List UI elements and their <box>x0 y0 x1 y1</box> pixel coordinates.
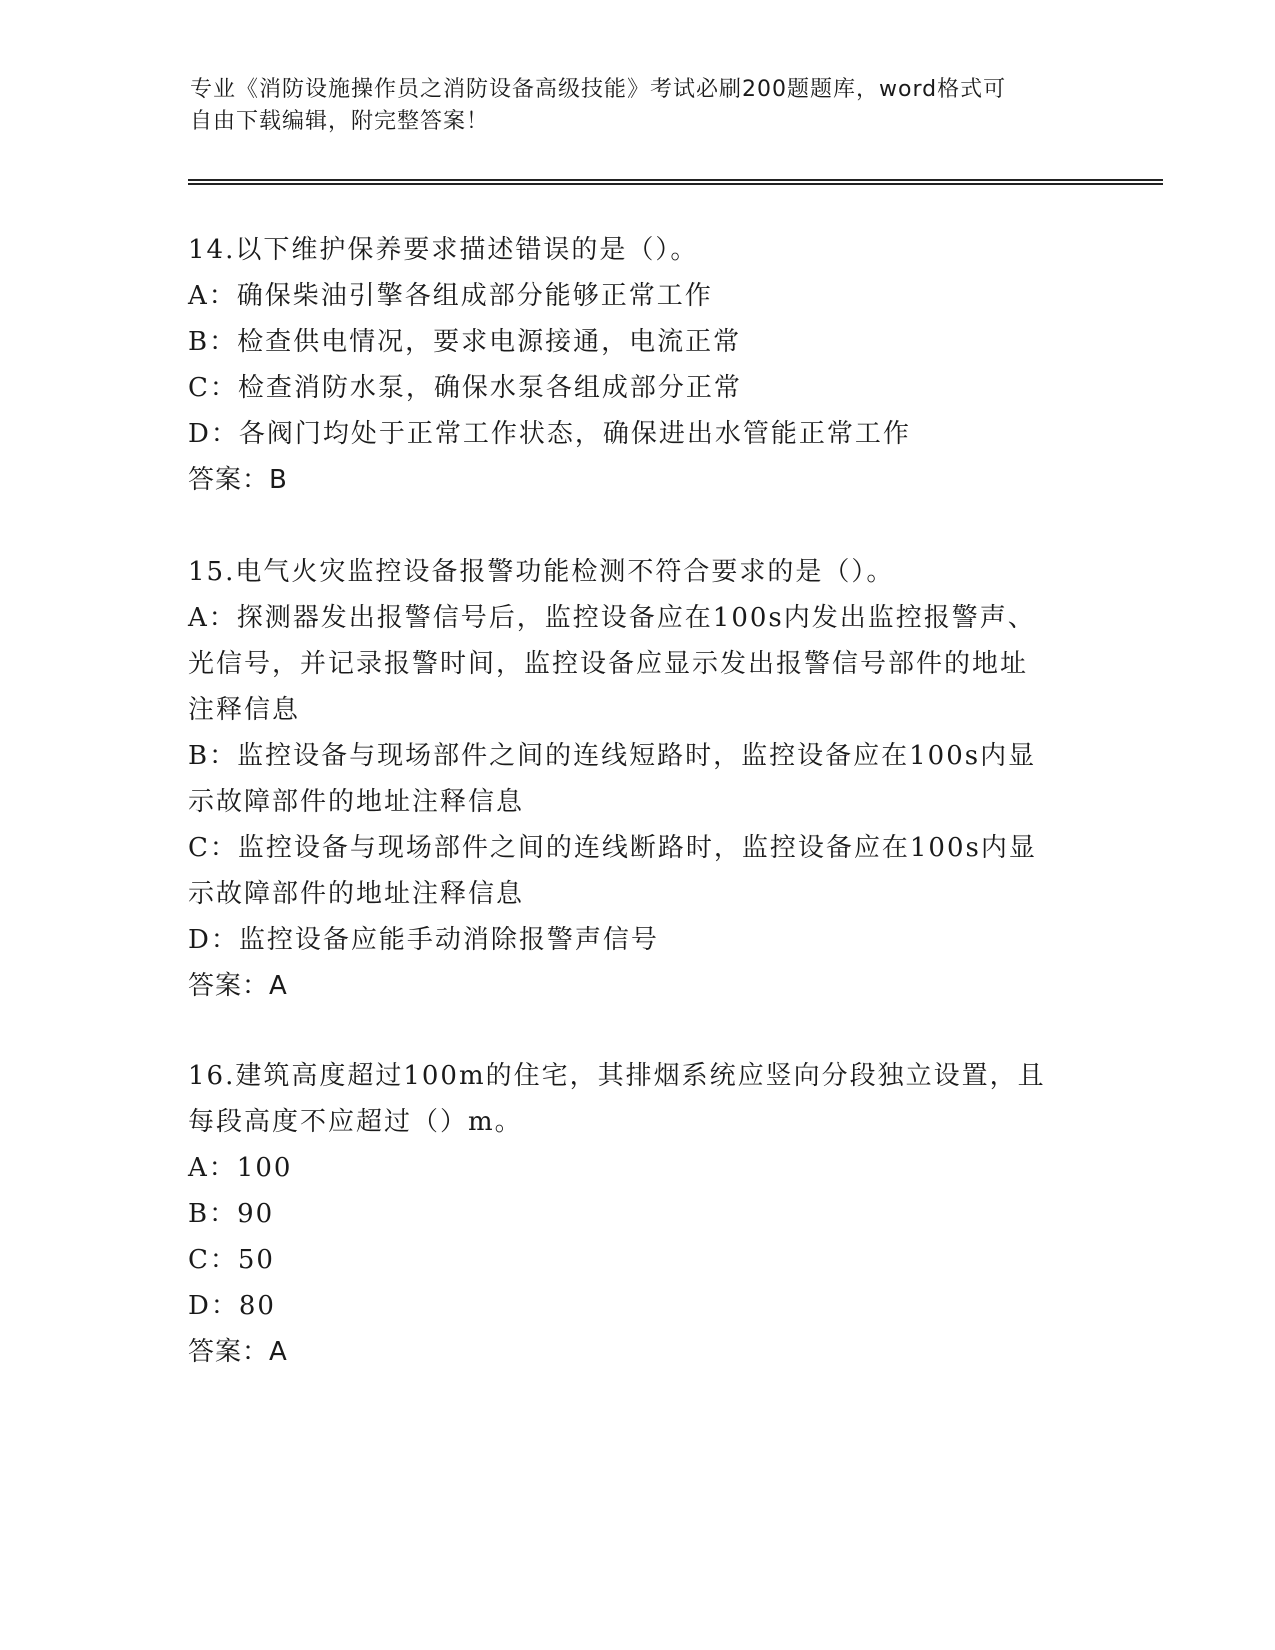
question-15 <box>188 549 1088 1009</box>
header-divider-top <box>188 179 1163 181</box>
option-a-line-2: 光信号，并记录报警时间，监控设备应显示发出报警信号部件的地址 <box>188 649 1029 679</box>
option-c-line-2: 示故障部件的地址注释信息 <box>188 879 525 909</box>
answer-label: 答案：A <box>188 971 288 1001</box>
header-line-1: 专业《消防设施操作员之消防设备高级技能》考试必刷200题题库，word格式可 <box>190 77 1007 102</box>
header-divider-bottom <box>188 183 1163 185</box>
option-a-line-1: A：探测器发出报警信号后，监控设备应在100s内发出监控报警声、 <box>188 603 1036 633</box>
document-header <box>190 74 1090 138</box>
option-d: D：80 <box>188 1291 276 1321</box>
question-stem: 14.以下维护保养要求描述错误的是（）。 <box>188 235 699 265</box>
option-a: A：确保柴油引擎各组成部分能够正常工作 <box>188 281 713 311</box>
option-c: C：50 <box>188 1245 275 1275</box>
question-stem-line-1: 16.建筑高度超过100m的住宅，其排烟系统应竖向分段独立设置，且 <box>188 1061 1046 1091</box>
header-line-2: 自由下载编辑，附完整答案！ <box>190 109 490 134</box>
option-b-line-1: B：监控设备与现场部件之间的连线短路时，监控设备应在100s内显 <box>188 741 1037 771</box>
option-b: B：检查供电情况，要求电源接通，电流正常 <box>188 327 742 357</box>
answer-label: 答案：A <box>188 1337 288 1367</box>
question-14 <box>188 227 1088 503</box>
option-a: A：100 <box>188 1153 293 1183</box>
option-c-line-1: C：监控设备与现场部件之间的连线断路时，监控设备应在100s内显 <box>188 833 1037 863</box>
option-d: D：监控设备应能手动消除报警声信号 <box>188 925 659 955</box>
option-b-line-2: 示故障部件的地址注释信息 <box>188 787 525 817</box>
option-a-line-3: 注释信息 <box>188 695 301 725</box>
question-16 <box>188 1053 1088 1375</box>
question-stem: 15.电气火灾监控设备报警功能检测不符合要求的是（）。 <box>188 557 895 587</box>
answer-label: 答案：B <box>188 465 288 495</box>
option-c: C：检查消防水泵，确保水泵各组成部分正常 <box>188 373 742 403</box>
question-stem-line-2: 每段高度不应超过（）m。 <box>188 1107 523 1137</box>
option-d: D：各阀门均处于正常工作状态，确保进出水管能正常工作 <box>188 419 911 449</box>
option-b: B：90 <box>188 1199 275 1229</box>
